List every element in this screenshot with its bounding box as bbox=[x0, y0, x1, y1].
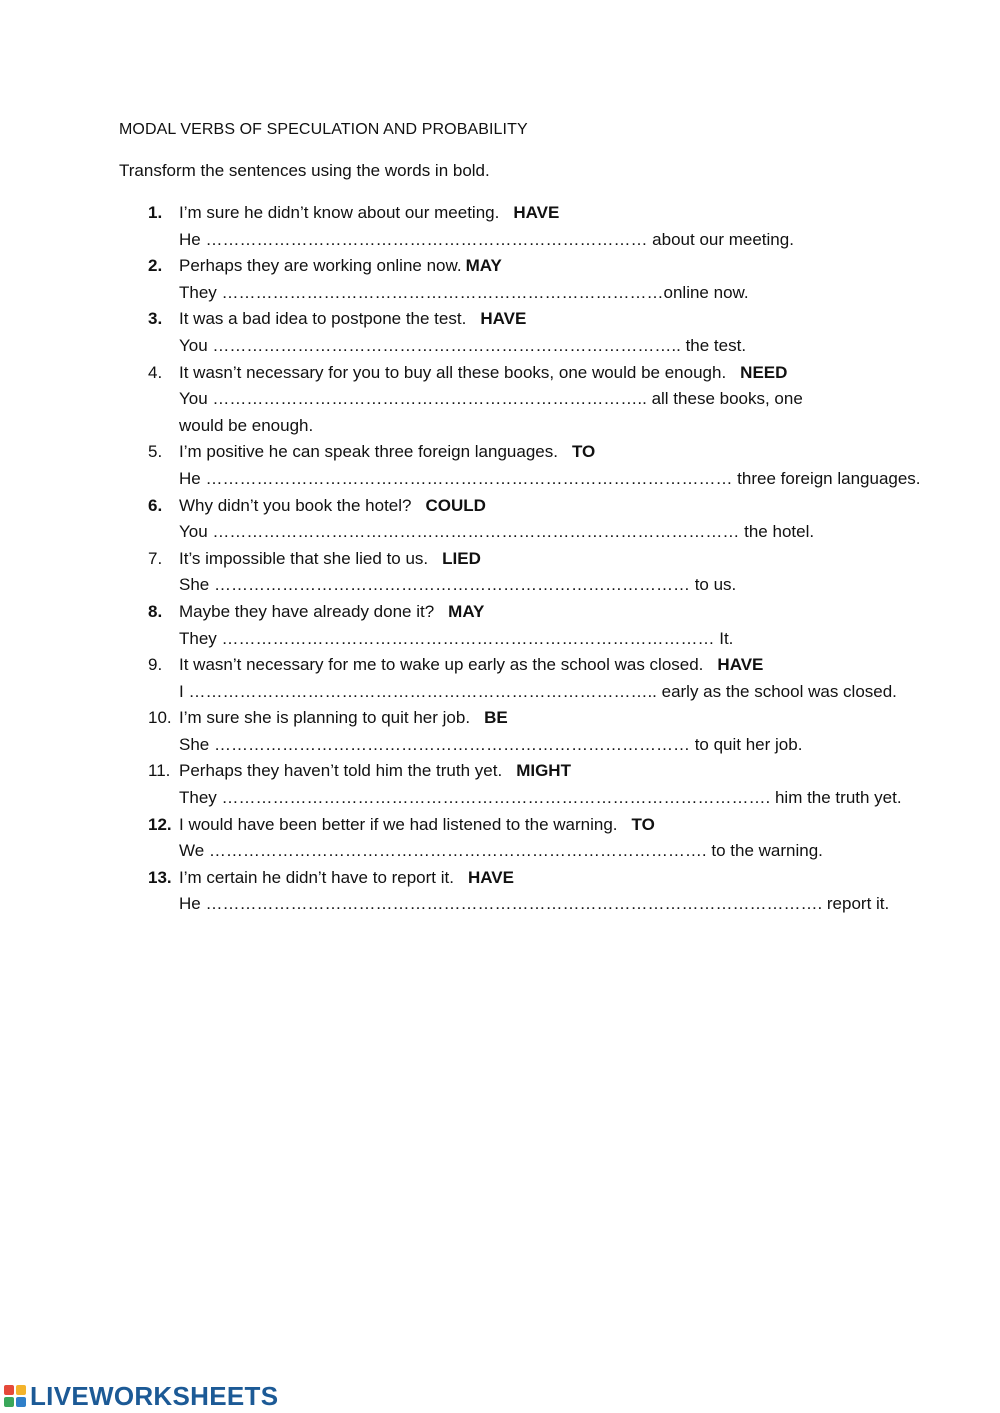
exercise-item bbox=[148, 439, 921, 492]
item-sentence bbox=[179, 546, 868, 573]
item-sentence bbox=[179, 439, 868, 466]
item-answer-line[interactable]: You ………………………………………………………………….. all these books, one would be enough. bbox=[179, 389, 803, 435]
exercise-item bbox=[148, 652, 897, 705]
item-sentence-text: Why didn’t you book the hotel? bbox=[179, 495, 412, 515]
item-sentence-text: It’s impossible that she lied to us. bbox=[179, 548, 429, 568]
item-answer-line[interactable]: You ………………………………………………………………………………… the hotel. bbox=[179, 522, 815, 542]
exercise-item bbox=[148, 705, 868, 758]
item-sentence bbox=[179, 253, 868, 280]
exercise-item bbox=[148, 493, 868, 546]
worksheet-title: MODAL VERBS OF SPECULATION AND PROBABILITY bbox=[119, 121, 528, 138]
item-sentence bbox=[179, 200, 868, 227]
item-number: 3. bbox=[148, 309, 163, 329]
item-keyword: HAVE bbox=[467, 867, 514, 887]
item-keyword: MAY bbox=[448, 601, 485, 621]
item-keyword: MIGHT bbox=[516, 761, 571, 781]
item-number: 2. bbox=[148, 256, 163, 276]
item-sentence-text: It wasn’t necessary for you to buy all these books, one would be enough. bbox=[179, 362, 727, 382]
item-answer-line[interactable]: They …………………………………………………………………………… It. bbox=[179, 628, 734, 648]
item-sentence-text: I’m sure she is planning to quit her job. bbox=[179, 708, 471, 728]
item-keyword: MAY bbox=[465, 256, 502, 276]
item-sentence bbox=[179, 865, 868, 892]
item-sentence bbox=[179, 705, 868, 732]
item-sentence bbox=[179, 493, 868, 520]
item-sentence bbox=[179, 306, 868, 333]
item-number: 7. bbox=[148, 548, 163, 568]
exercise-item bbox=[148, 253, 868, 306]
item-answer-line[interactable]: He ………………………………………………………………………………… three foreign languages. bbox=[179, 468, 921, 488]
item-sentence bbox=[179, 812, 868, 839]
item-number: 4. bbox=[148, 362, 163, 382]
item-sentence-text: Perhaps they are working online now. bbox=[179, 256, 462, 276]
item-keyword: HAVE bbox=[513, 203, 560, 222]
item-answer-line[interactable]: He …………………………………………………………………… about our meeting. bbox=[179, 229, 794, 249]
item-number: 8. bbox=[148, 601, 163, 621]
item-keyword: HAVE bbox=[480, 309, 527, 329]
logo-text: LIVEWORKSHEETS bbox=[30, 1380, 279, 1411]
item-keyword: HAVE bbox=[717, 655, 764, 675]
item-answer-line[interactable]: We ……………………………………………………………………………. to the warning. bbox=[179, 841, 823, 861]
item-number: 13. bbox=[148, 867, 172, 887]
item-answer-line[interactable]: She ………………………………………………………………………… to us. bbox=[179, 575, 737, 595]
exercise-list bbox=[148, 200, 921, 918]
liveworksheets-logo[interactable] bbox=[4, 1381, 278, 1411]
exercise-item bbox=[148, 758, 902, 811]
item-answer-line[interactable]: You ……………………………………………………………………….. the test. bbox=[179, 335, 747, 355]
item-answer-line[interactable]: He ………………………………………………………………………………………………. report it. bbox=[179, 894, 890, 914]
item-keyword: BE bbox=[484, 708, 508, 728]
item-answer-line[interactable]: She ………………………………………………………………………… to quit her job. bbox=[179, 734, 803, 754]
item-number: 1. bbox=[148, 203, 163, 222]
item-keyword: NEED bbox=[740, 362, 788, 382]
instructions: Transform the sentences using the words in bold. bbox=[119, 161, 490, 180]
item-number: 5. bbox=[148, 442, 163, 462]
item-sentence-text: I’m certain he didn’t have to report it. bbox=[179, 867, 454, 887]
item-number: 11. bbox=[148, 761, 171, 781]
item-sentence-text: Maybe they have already done it? bbox=[179, 601, 435, 621]
exercise-item bbox=[148, 306, 868, 359]
item-sentence-text: Perhaps they haven’t told him the truth yet. bbox=[179, 761, 503, 781]
exercise-item bbox=[148, 812, 868, 865]
item-answer-line[interactable]: They ……………………………………………………………………online now. bbox=[179, 282, 749, 302]
item-number: 12. bbox=[148, 814, 172, 834]
item-sentence bbox=[179, 652, 868, 679]
item-number: 10. bbox=[148, 708, 172, 728]
item-sentence-text: I’m sure he didn’t know about our meeting. bbox=[179, 203, 500, 222]
item-keyword: TO bbox=[571, 442, 596, 462]
item-keyword: COULD bbox=[425, 495, 486, 515]
logo-squares-icon bbox=[4, 1385, 26, 1407]
exercise-item bbox=[148, 200, 868, 253]
item-sentence-text: It wasn’t necessary for me to wake up early as the school was closed. bbox=[179, 655, 704, 675]
item-answer-line[interactable]: They ……………………………………………………………………………………. him the truth yet. bbox=[179, 788, 902, 808]
item-sentence-text: I’m positive he can speak three foreign languages. bbox=[179, 442, 558, 462]
item-sentence-text: It was a bad idea to postpone the test. bbox=[179, 309, 467, 329]
item-number: 6. bbox=[148, 495, 163, 515]
exercise-item bbox=[148, 599, 868, 652]
exercise-item bbox=[148, 546, 868, 599]
item-keyword: LIED bbox=[442, 548, 481, 568]
item-keyword: TO bbox=[631, 814, 655, 834]
item-sentence bbox=[179, 360, 868, 387]
exercise-item bbox=[148, 865, 890, 918]
item-answer-line[interactable]: I ……………………………………………………………………….. early as the school was closed. bbox=[179, 681, 897, 701]
exercise-item bbox=[148, 360, 868, 440]
item-sentence bbox=[179, 758, 868, 785]
item-sentence bbox=[179, 599, 868, 626]
item-sentence-text: I would have been better if we had listened to the warning. bbox=[179, 814, 618, 834]
item-number: 9. bbox=[148, 655, 163, 675]
